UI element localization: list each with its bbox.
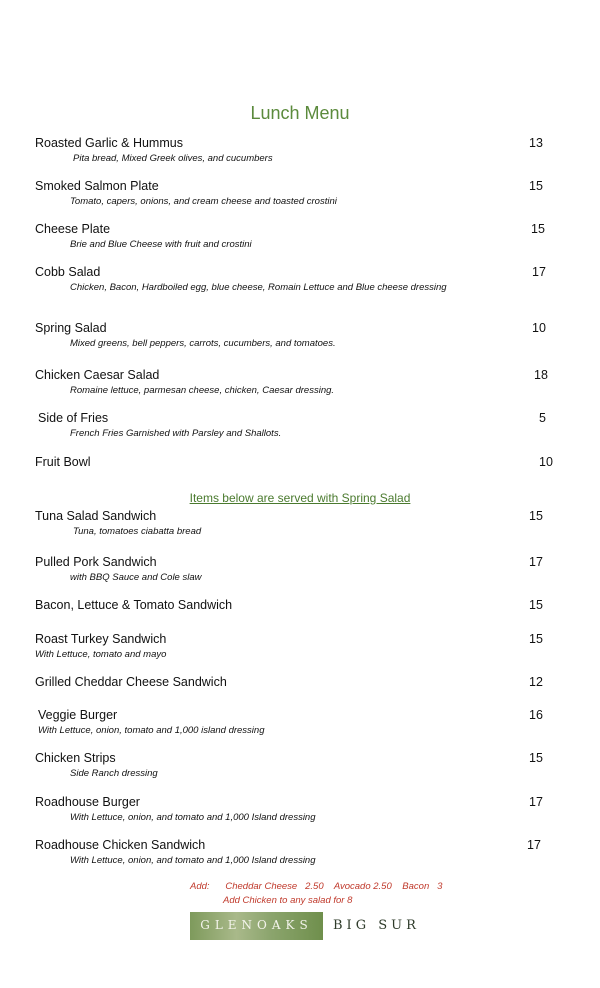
menu-item-price: 18 <box>534 368 548 382</box>
menu-item-price: 17 <box>532 265 546 279</box>
menu-item-description: Romaine lettuce, parmesan cheese, chicken, Caesar dressing. <box>70 385 335 396</box>
menu-item-name: Fruit Bowl <box>35 455 91 469</box>
menu-item-name: Smoked Salmon Plate <box>35 179 159 193</box>
section-note: Items below are served with Spring Salad <box>189 491 411 505</box>
menu-item-name: Roast Turkey Sandwich <box>35 632 167 646</box>
menu-item-description: Pita bread, Mixed Greek olives, and cucumbers <box>73 153 273 164</box>
menu-item-name: Roasted Garlic & Hummus <box>35 136 183 150</box>
menu-item-description: Chicken, Bacon, Hardboiled egg, blue cheese, Romain Lettuce and Blue cheese dressing <box>70 282 447 293</box>
menu-item-name: Chicken Strips <box>35 751 116 765</box>
menu-item-price: 5 <box>539 411 546 425</box>
menu-item-description: Tomato, capers, onions, and cream cheese and toasted crostini <box>70 196 337 207</box>
glenoaks-logo <box>190 912 323 940</box>
menu-item-name: Pulled Pork Sandwich <box>35 555 157 569</box>
menu-item-name: Roadhouse Burger <box>35 795 140 809</box>
menu-item-name: Side of Fries <box>38 411 109 425</box>
menu-item-description: With Lettuce, onion, tomato and 1,000 island dressing <box>38 725 265 736</box>
menu-item-price: 17 <box>529 795 543 809</box>
menu-item-name: Roadhouse Chicken Sandwich <box>35 838 206 852</box>
logo-text-big-sur: BIG SUR <box>333 918 420 933</box>
menu-item-price: 10 <box>539 455 553 469</box>
addons-line-1: Add: Cheddar Cheese 2.50 Avocado 2.50 Bacon 3 <box>190 881 443 892</box>
addons-line-2: Add Chicken to any salad for 8 <box>223 895 353 906</box>
menu-item-name: Cheese Plate <box>35 222 111 236</box>
menu-item-price: 15 <box>531 222 545 236</box>
menu-item-name: Spring Salad <box>35 321 107 335</box>
menu-item-price: 15 <box>529 598 543 612</box>
menu-item-price: 12 <box>529 675 543 689</box>
menu-item-description: With Lettuce, onion, and tomato and 1,000 Island dressing <box>70 855 316 866</box>
menu-item-description: with BBQ Sauce and Cole slaw <box>70 572 202 583</box>
menu-item-name: Veggie Burger <box>38 708 118 722</box>
menu-item-price: 15 <box>529 509 543 523</box>
menu-item-name: Chicken Caesar Salad <box>35 368 160 382</box>
menu-item-name: Cobb Salad <box>35 265 101 279</box>
menu-item-name: Grilled Cheddar Cheese Sandwich <box>35 675 227 689</box>
menu-item-description: Mixed greens, bell peppers, carrots, cucumbers, and tomatoes. <box>70 338 336 349</box>
menu-item-description: With Lettuce, onion, and tomato and 1,000 Island dressing <box>70 812 316 823</box>
menu-item-price: 17 <box>527 838 541 852</box>
menu-item-name: Tuna Salad Sandwich <box>35 509 157 523</box>
menu-title: Lunch Menu <box>250 103 350 123</box>
menu-item-description: With Lettuce, tomato and mayo <box>35 649 167 660</box>
menu-item-price: 15 <box>529 179 543 193</box>
menu-item-name: Bacon, Lettuce & Tomato Sandwich <box>35 598 233 612</box>
menu-item-description: French Fries Garnished with Parsley and Shallots. <box>70 428 282 439</box>
menu-item-price: 16 <box>529 708 543 722</box>
logo-text-glenoaks: GLENOAKS <box>200 918 313 932</box>
menu-item-price: 13 <box>529 136 543 150</box>
menu-item-price: 15 <box>529 751 543 765</box>
menu-item-description: Side Ranch dressing <box>70 768 158 779</box>
menu-item-price: 10 <box>532 321 546 335</box>
menu-item-description: Brie and Blue Cheese with fruit and crostini <box>70 239 252 250</box>
menu-item-description: Tuna, tomatoes ciabatta bread <box>73 526 202 537</box>
menu-item-price: 17 <box>529 555 543 569</box>
menu-item-price: 15 <box>529 632 543 646</box>
